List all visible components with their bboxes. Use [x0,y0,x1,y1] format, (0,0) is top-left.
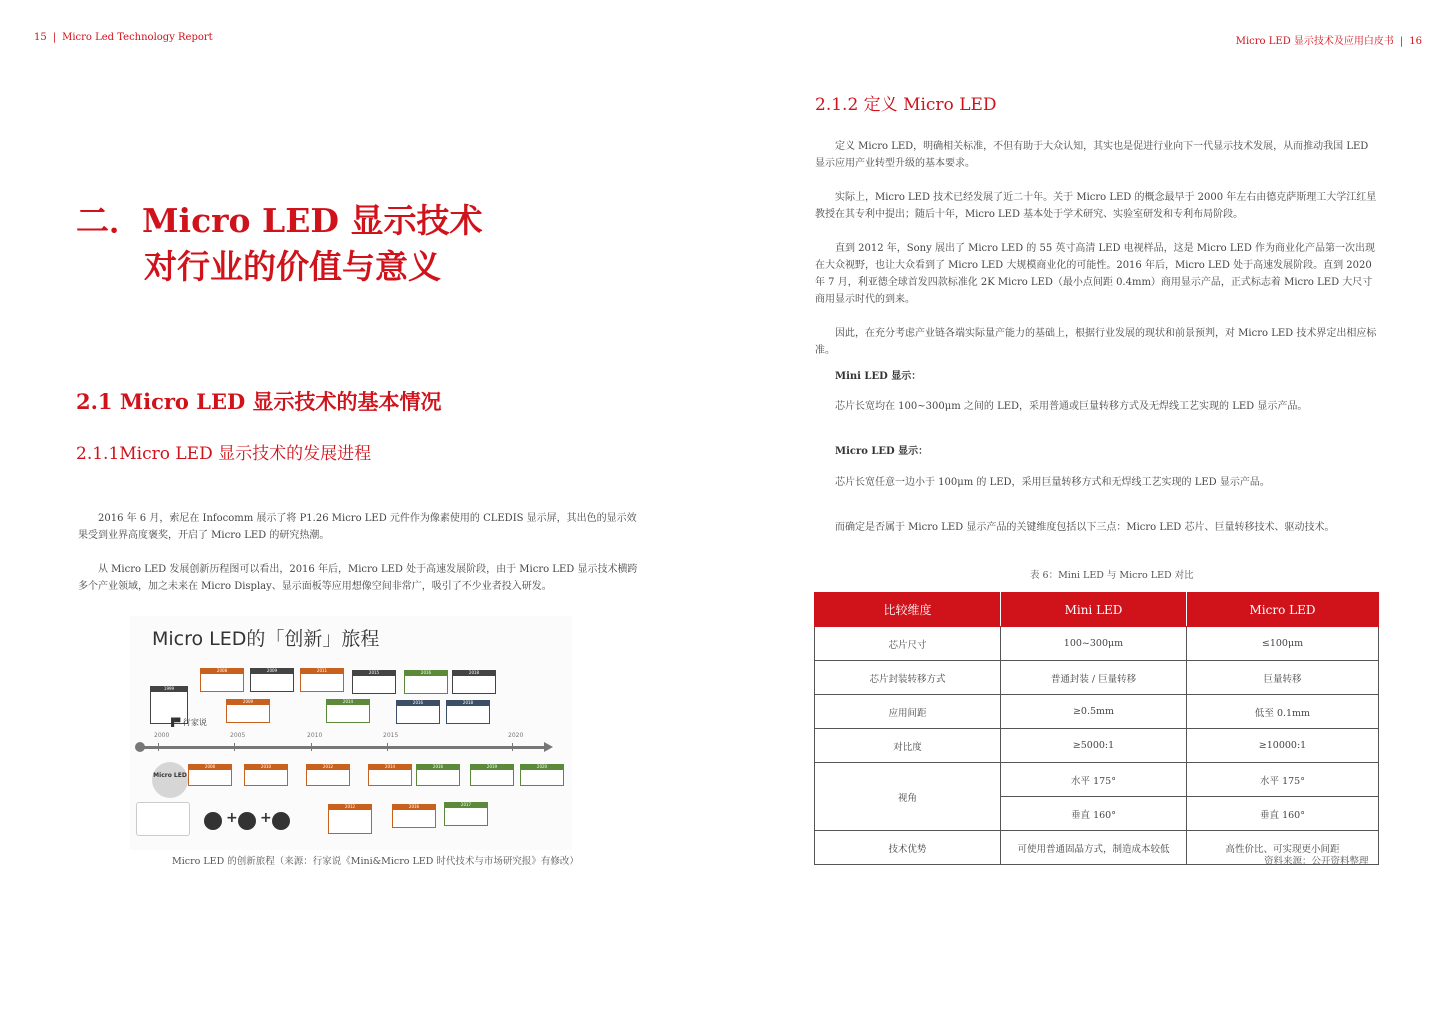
table-header-cell: Mini LED [1001,593,1187,627]
timeline-box: 2016 [416,764,460,786]
table-row [815,763,1379,797]
timeline-box: 2019 [470,764,514,786]
table-cell: 水平 175° [1001,763,1187,797]
axis-year: 2015 [383,732,399,739]
right-page-header: Micro LED 显示技术及应用白皮书 | 16 [1235,36,1422,47]
table-row [815,729,1379,763]
table-cell: 巨量转移 [1187,661,1379,695]
timeline-box: 2016 [392,804,436,828]
table-cell: ≤100μm [1187,627,1379,661]
figure-title: Micro LED的「创新」旅程 [152,628,380,650]
paragraph: 从 Micro LED 发展创新历程图可以看出，2016 年后，Micro LED 处于高速发展阶段，由于 Micro LED 显示技术横跨多个产业领域，加之未来在 Micro Display、显示面板等应用想像空间非常广，吸引了不少业者投入研发。 [78,564,638,592]
timeline-box: 2018 [452,670,496,694]
table-cell: ≥5000:1 [1001,729,1187,763]
axis-year: 2005 [230,732,246,739]
definition-label-micro: Micro LED 显示： [835,446,929,457]
table-header-row [815,593,1379,627]
table-cell: 技术优势 [815,831,1001,865]
circle-new-tech [204,812,222,830]
circle-new-product [272,812,290,830]
table-cell: 可使用普通固晶方式，制造成本较低 [1001,831,1187,865]
table-cell: 水平 175° [1187,763,1379,797]
timeline-box: 2017 [444,802,488,826]
subsection-title-2-1-2: 2.1.2 定义 Micro LED [815,95,997,115]
right-body-text [815,138,1380,359]
subsection-title-2-1-1: 2.1.1Micro LED 显示技术的发展进程 [76,444,372,464]
timeline-box: 2014 [368,764,412,786]
table-source: 资料来源：公开资料整理 [1264,856,1369,867]
timeline-axis [136,746,546,749]
table-cell: 芯片封装转移方式 [815,661,1001,695]
table-cell: 垂直 160° [1001,797,1187,831]
timeline-box: 2018 [446,700,490,724]
table-cell: 垂直 160° [1187,797,1379,831]
table-cell: 对比度 [815,729,1001,763]
paragraph: 直到 2012 年，Sony 展出了 Micro LED 的 55 英寸高清 LED 电视样品，这是 Micro LED 作为商业化产品第一次出现在大众视野，也让大众看到了 Micro LED 大规模商业化的可能性。2016 年后，Micro LED 处于高速发展阶段。直到 2020 年 7 月，利亚德全球首发四款标准化 2K Micro LED（最小点间距 0.4mm）商用显示产品，正式标志着 Micro LED 大尺寸商用显示时代的到来。 [815,243,1376,305]
timeline-box: 2014 [326,699,370,723]
paragraph: 实际上，Micro LED 技术已经发展了近二十年。关于 Micro LED 的概念最早于 2000 年左右由德克萨斯理工大学江红星教授在其专利中提出；随后十年，Micro LED 基本处于学术研究、实验室研发和专利布局阶段。 [815,192,1377,220]
left-header-title: Micro Led Technology Report [62,32,213,43]
left-page-number: 15 [34,32,47,43]
notes-box [136,802,190,836]
timeline-box: 2010 [244,764,288,786]
table-cell: 视角 [815,763,1001,831]
axis-year: 2000 [154,732,170,739]
table-cell: ≥0.5mm [1001,695,1187,729]
timeline-box: 2015 [352,670,396,694]
definition-text-mini: 芯片长宽均在 100~300μm 之间的 LED，采用普通或巨量转移方式及无焊线工艺实现的 LED 显示产品。 [835,401,1308,412]
chapter-title-line2: 对行业的价值与意义 [144,247,441,286]
timeline-box: 1999 [150,686,188,724]
table-cell: 低至 0.1mm [1187,695,1379,729]
chapter-title-line1: 二．Micro LED 显示技术 [76,201,483,240]
table-cell: 高性价比、可实现更小间距 [1187,831,1379,865]
chapter-title [76,198,483,290]
definition-text-micro: 芯片长宽任意一边小于 100μm 的 LED，采用巨量转移方式和无焊线工艺实现的 LED 显示产品。 [835,477,1270,488]
timeline-box: 2016 [404,670,448,694]
table-row [815,695,1379,729]
left-body-text [78,510,646,595]
key-dimensions-text: 而确定是否属于 Micro LED 显示产品的关键维度包括以下三点：Micro LED 芯片、巨量转移技术、驱动技术。 [835,522,1335,533]
paragraph: 因此，在充分考虑产业链各端实际量产能力的基础上，根据行业发展的现状和前景预判，对 Micro LED 技术界定出相应标准。 [815,328,1377,356]
micro-led-bubble: Micro LED [152,762,188,798]
paragraph: 定义 Micro LED，明确相关标准，不但有助于大众认知，其实也是促进行业向下一代显示技术发展，从而推动我国 LED 显示应用产业转型升级的基本要求。 [815,141,1369,169]
comparison-table [814,592,1379,865]
table-cell: ≥10000:1 [1187,729,1379,763]
table-cell: 芯片尺寸 [815,627,1001,661]
hangjiashuo-logo: ▐▀ 行家说 [168,718,207,727]
table-cell: 普通封装 / 巨量转移 [1001,661,1187,695]
table-row [815,627,1379,661]
paragraph: 2016 年 6 月，索尼在 Infocomm 展示了将 P1.26 Micro LED 元件作为像素使用的 CLEDIS 显示屏，其出色的显示效果受到业界高度褒奖，开启了 Micro LED 的研究热潮。 [78,513,637,541]
section-title: 2.1 Micro LED 显示技术的基本情况 [76,389,442,414]
timeline-box: 2011 [300,668,344,692]
table-header-cell: Micro LED [1187,593,1379,627]
timeline-box: 2008 [188,764,232,786]
axis-year: 2020 [508,732,524,739]
innovation-timeline-figure: Micro LED的「创新」旅程 1999 2008 2009 2011 2009 2015 2014 2016 2016 2018 2018 ▐▀ 行家说 2000 2005 2010 2015 2020 Micro LED 2008 2010 2012 2014 2016 2019 2020 2012 2016 2017 + + [130,616,572,850]
timeline-box: 2012 [328,804,372,834]
timeline-box: 2012 [306,764,350,786]
table-cell: 100~300μm [1001,627,1187,661]
timeline-box: 2009 [226,699,270,723]
timeline-box: 2020 [520,764,564,786]
definition-label-mini: Mini LED 显示： [835,371,922,382]
table-cell: 应用间距 [815,695,1001,729]
timeline-box: 2016 [396,700,440,724]
table-caption: 表 6：Mini LED 与 Micro LED 对比 [1030,570,1194,581]
timeline-box: 2008 [200,668,244,692]
circle-new-company [238,812,256,830]
right-header-title: Micro LED 显示技术及应用白皮书 [1235,36,1394,47]
table-header-cell: 比较维度 [815,593,1001,627]
axis-year: 2010 [307,732,323,739]
figure-caption: Micro LED 的创新旅程（来源：行家说《Mini&Micro LED 时代技术与市场研究报》有修改） [172,856,579,867]
timeline-box: 2009 [250,668,294,692]
right-page-number: 16 [1409,36,1422,47]
left-page-header: 15 | Micro Led Technology Report [34,32,213,43]
timeline-arrow-icon [544,742,553,752]
table-row [815,661,1379,695]
